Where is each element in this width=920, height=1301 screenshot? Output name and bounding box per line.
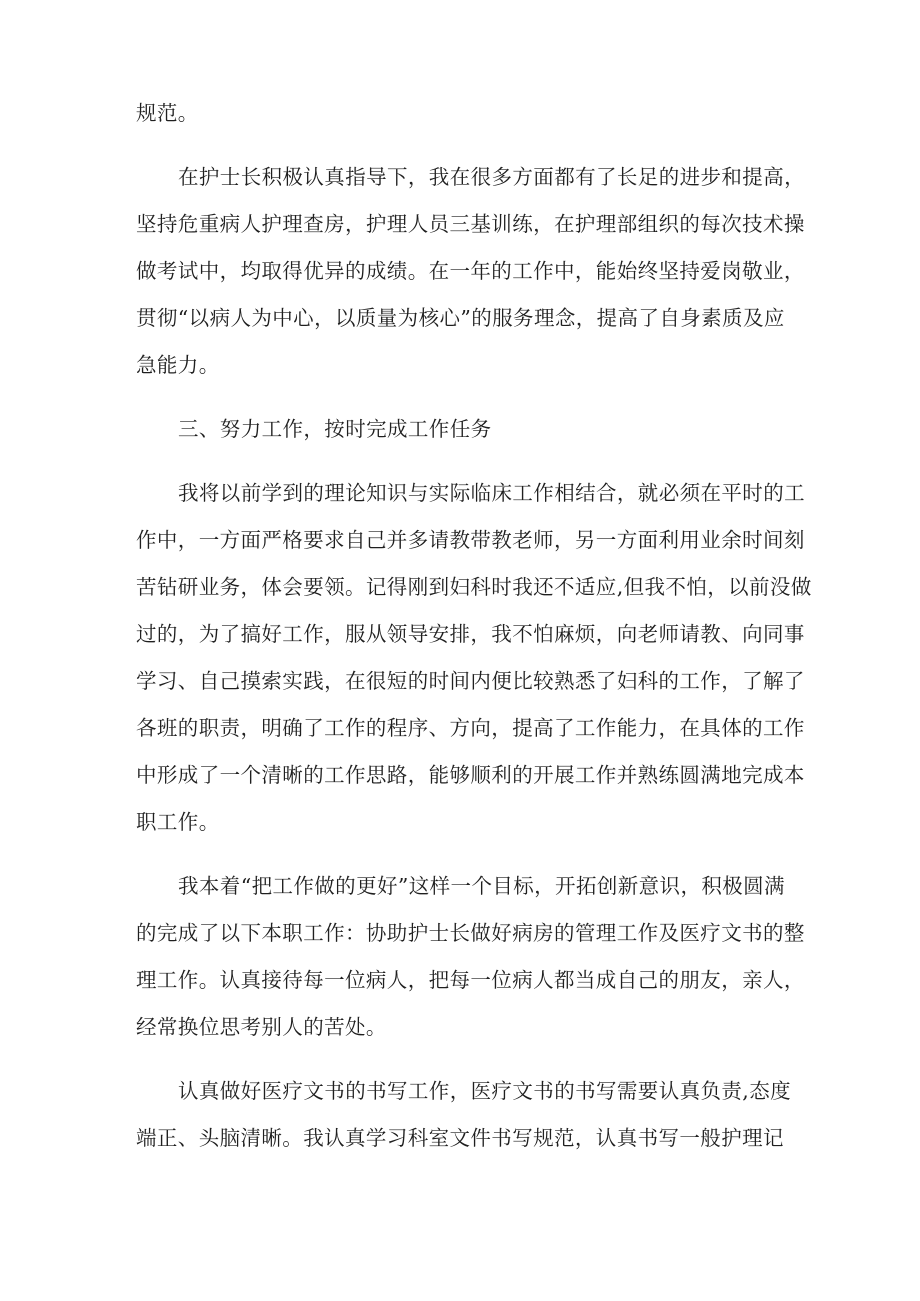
- text-line: 的完成了以下本职工作：协助护士长做好病房的管理工作及医疗文书的整: [136, 921, 805, 945]
- text-line: 认真做好医疗文书的书写工作，医疗文书的书写需要认真负责,态度: [178, 1079, 792, 1103]
- text-line: 职工作。: [136, 810, 220, 834]
- text-line: 经常换位思考别人的苦处。: [136, 1015, 387, 1039]
- text-line: 中形成了一个清晰的工作思路，能够顺利的开展工作并熟练圆满地完成本: [136, 763, 805, 787]
- text-line: 在护士长积极认真指导下，我在很多方面都有了长足的进步和提高，: [178, 165, 805, 189]
- text-line: 学习、自己摸索实践，在很短的时间内便比较熟悉了妇科的工作，了解了: [136, 669, 805, 693]
- text-line: 我本着“把工作做的更好”这样一个目标，开拓创新意识，积极圆满: [178, 874, 785, 898]
- text-line: 我将以前学到的理论知识与实际临床工作相结合，就必须在平时的工: [178, 481, 805, 505]
- text-line: 做考试中，均取得优异的成绩。在一年的工作中，能始终坚持爱岗敬业，: [136, 259, 805, 283]
- text-line: 理工作。认真接待每一位病人，把每一位病人都当成自己的朋友，亲人，: [136, 968, 805, 992]
- text-line: 各班的职责，明确了工作的程序、方向，提高了工作能力，在具体的工作: [136, 716, 805, 740]
- text-line: 苦钻研业务，体会要领。记得刚到妇科时我还不适应,但我不怕，以前没做: [136, 575, 812, 599]
- text-line: 规范。: [136, 101, 199, 125]
- section-heading: 三、努力工作，按时完成工作任务: [178, 417, 492, 441]
- text-line: 坚持危重病人护理查房，护理人员三基训练，在护理部组织的每次技术操: [136, 212, 805, 236]
- text-line: 过的，为了搞好工作，服从领导安排，我不怕麻烦，向老师请教、向同事: [136, 622, 805, 646]
- text-line: 端正、头脑清晰。我认真学习科室文件书写规范，认真书写一般护理记: [136, 1126, 784, 1150]
- text-line: 作中，一方面严格要求自己并多请教带教老师，另一方面利用业余时间刻: [136, 528, 805, 552]
- text-line: 急能力。: [136, 353, 220, 377]
- text-line: 贯彻“以病人为中心，以质量为核心”的服务理念，提高了自身素质及应: [136, 306, 785, 330]
